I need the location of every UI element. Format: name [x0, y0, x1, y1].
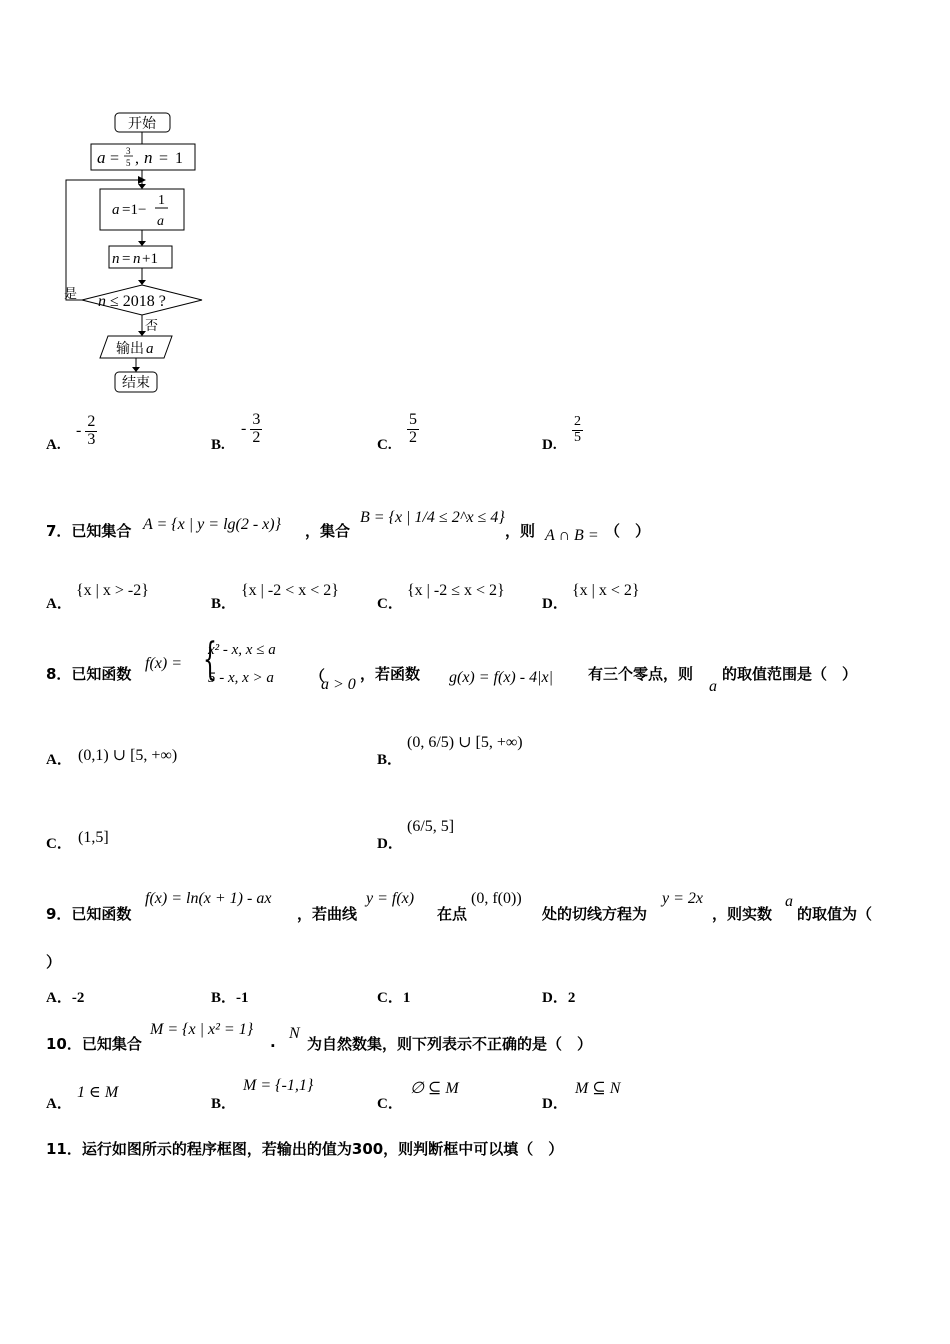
q8-stem-end: 的取值范围是（ ） [722, 665, 858, 683]
q7-option-c-label: C． [377, 596, 403, 612]
q6-option-a-value[interactable]: - $\frac{2}{3}$ [76, 413, 96, 448]
q7-stem-then: ，则 [505, 522, 536, 540]
q7-set-a: A = {x | y = lg(2 - x)} [143, 516, 282, 533]
q7-stem-prefix: 7．已知集合 [46, 522, 132, 540]
q7-ask: A ∩ B = [545, 527, 599, 544]
svg-text:=: = [122, 251, 131, 267]
q9-tangent: y = 2x [662, 890, 703, 907]
q7-option-c[interactable]: {x | -2 ≤ x < 2} [407, 582, 505, 599]
q6-option-a-label: A. [46, 437, 61, 453]
flow-start-text: 开始 [128, 116, 156, 132]
q9-stem-tangent: 处的切线方程为 [542, 905, 648, 923]
svg-text:5: 5 [126, 158, 131, 168]
q10-set-m: M = {x | x² = 1} [150, 1021, 254, 1038]
svg-text:n: n [144, 148, 153, 167]
q9-stem-curve: ，若曲线 [297, 905, 358, 923]
q8-func-lhs: f(x) = [145, 655, 182, 672]
svg-text:n: n [133, 251, 141, 267]
q10-option-a-label: A． [46, 1096, 72, 1112]
q7-paren: （ ） [605, 522, 651, 540]
flow-end-text: 结束 [122, 375, 150, 391]
q11-stem: 11．运行如图所示的程序框图，若输出的值为300，则判断框中可以填（ ） [46, 1140, 564, 1158]
q9-stem-end: 的取值为（ [797, 905, 873, 923]
svg-text:3: 3 [126, 146, 131, 156]
svg-text:=: = [159, 150, 169, 167]
q10-option-c-label: C． [377, 1096, 403, 1112]
flow-no-label: 否 [145, 319, 159, 334]
flow-init-a: a [97, 148, 106, 167]
q7-option-d[interactable]: {x | x < 2} [572, 582, 640, 599]
q8-option-d[interactable]: (6/5, 5] [407, 818, 455, 835]
q8-option-b[interactable]: (0, 6/5) ∪ [5, +∞) [407, 734, 523, 751]
q9-func: f(x) = ln(x + 1) - ax [145, 890, 272, 907]
q10-n: N [289, 1025, 300, 1042]
svg-text:1: 1 [158, 193, 165, 208]
q10-option-c[interactable]: ∅ ⊆ M [410, 1080, 459, 1097]
svg-text:a: a [146, 341, 154, 357]
q8-paren-open: （ [310, 667, 326, 685]
flow-yes-label: 是 [64, 287, 78, 302]
q8-brace: { [203, 634, 217, 685]
q7-stem-mid: ，集合 [305, 522, 351, 540]
q9-option-a[interactable]: A．-2 [46, 990, 85, 1006]
q8-var: a [709, 678, 717, 695]
q7-option-b-label: B． [211, 596, 237, 612]
q8-option-c-label: C． [46, 836, 72, 852]
q8-option-b-label: B． [377, 752, 403, 768]
q9-var: a [785, 893, 793, 910]
q9-option-c[interactable]: C．1 [377, 990, 411, 1006]
q7-option-b[interactable]: {x | -2 < x < 2} [241, 582, 339, 599]
q7-option-a-label: A． [46, 596, 72, 612]
q10-stem-end: 为自然数集，则下列表示不正确的是（ ） [307, 1035, 593, 1053]
svg-text:≤ 2018 ?: ≤ 2018 ? [110, 293, 166, 310]
svg-text:a: a [157, 214, 164, 229]
svg-text:1: 1 [175, 150, 183, 167]
q10-option-d-label: D． [542, 1096, 568, 1112]
q9-option-b[interactable]: B．-1 [211, 990, 249, 1006]
q10-stem-prefix: 10．已知集合 [46, 1035, 142, 1053]
q8-option-a-label: A． [46, 752, 72, 768]
q8-option-d-label: D． [377, 836, 403, 852]
q6-option-b-label: B. [211, 437, 225, 453]
q6-option-c-label: C. [377, 437, 392, 453]
q8-option-c[interactable]: (1,5] [78, 829, 109, 846]
svg-text:,: , [135, 150, 139, 167]
q8-cond: a > 0 [321, 676, 356, 693]
q9-stem-real: ，则实数 [712, 905, 773, 923]
q9-point: (0, f(0)) [471, 890, 522, 907]
svg-text:输出: 输出 [116, 341, 144, 357]
q9-stem-prefix: 9．已知函数 [46, 905, 132, 923]
q6-option-c-value[interactable]: $\frac{5}{2}$ [409, 411, 417, 446]
q6-option-b-value[interactable]: - $\frac{3}{2}$ [241, 411, 261, 446]
q10-option-d[interactable]: M ⊆ N [575, 1080, 621, 1097]
svg-text:=: = [110, 150, 120, 167]
svg-text:n: n [98, 293, 106, 310]
q8-stem-prefix: 8．已知函数 [46, 665, 132, 683]
q9-curve: y = f(x) [366, 890, 415, 907]
q8-stem-tail: 有三个零点，则 [588, 665, 694, 683]
q8-case1: x² - x, x ≤ a [208, 642, 276, 658]
svg-text:n: n [112, 251, 120, 267]
q9-option-d[interactable]: D．2 [542, 990, 576, 1006]
q7-option-a[interactable]: {x | x > -2} [76, 582, 149, 599]
q10-stem-dot: . [270, 1033, 276, 1051]
q7-option-d-label: D． [542, 596, 568, 612]
q6-option-d-value[interactable]: $\frac{2}{5}$ [574, 414, 581, 445]
svg-text:a: a [112, 202, 120, 218]
q8-stem-mid: ，若函数 [360, 665, 421, 683]
q9-stem-at: 在点 [437, 905, 468, 923]
q6-option-d-label: D. [542, 437, 557, 453]
q10-option-b[interactable]: M = {-1,1} [243, 1077, 314, 1094]
svg-text:+1: +1 [142, 251, 158, 267]
q10-option-a[interactable]: 1 ∈ M [77, 1084, 119, 1101]
flowchart [60, 108, 220, 398]
q7-set-b: B = {x | 1/4 ≤ 2^x ≤ 4} [360, 509, 505, 526]
svg-text:=1−: =1− [122, 202, 147, 218]
q8-option-a[interactable]: (0,1) ∪ [5, +∞) [78, 747, 178, 764]
q8-case2: 5 - x, x > a [208, 670, 274, 686]
q10-option-b-label: B． [211, 1096, 237, 1112]
q8-g: g(x) = f(x) - 4|x| [449, 669, 553, 686]
q9-close: ） [46, 953, 62, 971]
